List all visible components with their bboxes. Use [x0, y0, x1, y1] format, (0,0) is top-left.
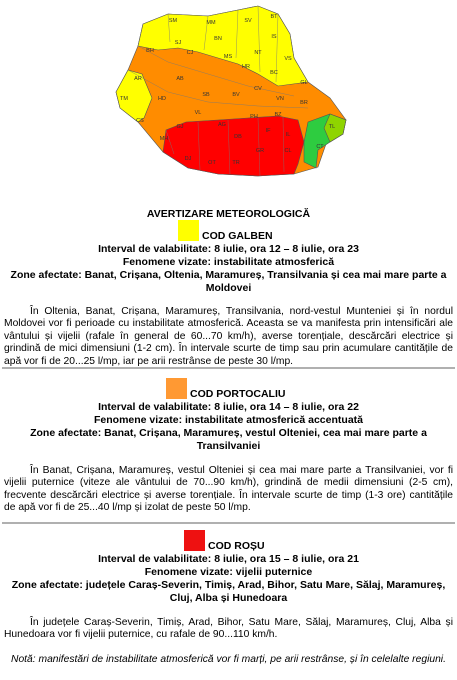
county-label-gr: GR: [255, 148, 265, 154]
county-label-il: IL: [285, 132, 291, 138]
county-label-cj: CJ: [186, 50, 194, 56]
county-label-vn: VN: [276, 96, 284, 102]
county-label-ab: AB: [176, 76, 184, 82]
warning-heading: AVERTIZARE METEOROLOGICĂ: [146, 208, 311, 220]
county-label-sm: SM: [168, 18, 178, 24]
county-label-ms: MS: [223, 54, 233, 60]
county-label-mm: MM: [206, 20, 216, 26]
county-label-if: IF: [265, 128, 271, 134]
county-label-br: BR: [300, 100, 308, 106]
red-interval: Interval de valabilitate: 8 iulie, ora 15 – 8 iulie, ora 21: [98, 553, 359, 565]
yellow-zones-line2: Moldovei: [205, 282, 252, 294]
orange-phenomena: Fenomene vizate: instabilitate atmosferică accentuată: [93, 414, 363, 426]
county-label-bn: BN: [214, 36, 222, 42]
county-label-tl: TL: [328, 124, 336, 130]
footnote: Notă: manifestări de instabilitate atmosferică vor fi marți, pe arii restrânse, și în celelalte regiuni.: [11, 654, 446, 665]
separator: [2, 367, 455, 369]
county-label-hr: HR: [242, 64, 250, 70]
yellow-description: În Oltenia, Banat, Crișana, Maramureș, Transilvania, nord-vestul Munteniei și în nordul Moldovei vor fi perioade cu instabilitate atmosferică. Aceasta se va manifesta prin intensificări ale vântului și vijelii (rafale în general de 60...70 km/h), averse torențiale, descărcări electrice și grindină de mici dimensiuni (1-2 cm). În intervale scurte de timp sau prin acumulare cantitățile de apă vor fi de 20...25 l/mp, iar pe arii restrânse de peste 30 l/mp.: [4, 306, 453, 367]
county-label-bt: BT: [270, 14, 278, 20]
county-label-gl: GL: [300, 80, 308, 86]
county-label-ag: AG: [218, 122, 226, 128]
county-label-is: IS: [271, 34, 277, 40]
county-label-vl: VL: [194, 110, 202, 116]
map-red-zone: [163, 116, 304, 176]
orange-code-swatch: [166, 378, 187, 399]
orange-code-label: COD PORTOCALIU: [190, 388, 286, 400]
county-label-ot: OT: [208, 160, 216, 166]
red-code-label: COD ROȘU: [208, 540, 265, 552]
red-zones-line2: Cluj, Alba și Hunedoara: [169, 592, 288, 604]
separator: [2, 522, 455, 524]
county-label-cl: CL: [284, 148, 292, 154]
county-label-tm: TM: [120, 96, 128, 102]
orange-interval: Interval de valabilitate: 8 iulie, ora 14 – 8 iulie, ora 22: [98, 401, 359, 413]
red-zones-line1: Zone afectate: județele Caraș-Severin, Timiș, Arad, Bihor, Satu Mare, Sălaj, Maramureș,: [11, 579, 446, 591]
county-label-cs: CS: [136, 118, 144, 124]
county-label-db: DB: [234, 134, 242, 140]
county-label-hd: HD: [158, 96, 166, 102]
county-label-cv: CV: [254, 86, 262, 92]
orange-zones-line2: Transilvaniei: [196, 440, 261, 452]
county-label-bv: BV: [232, 92, 240, 98]
yellow-phenomena: Fenomene vizate: instabilitate atmosferică: [122, 256, 335, 268]
romania-warning-map: [108, 2, 358, 180]
county-label-nt: NT: [254, 50, 262, 56]
yellow-code-label: COD GALBEN: [202, 230, 273, 242]
red-description: În județele Caraș-Severin, Timiș, Arad, Bihor, Satu Mare, Sălaj, Maramureș, Cluj, Alba și Hunedoara vor fi vijelii puternice, cu rafale de 90...110 km/h.: [4, 617, 453, 641]
county-label-ph: PH: [250, 114, 258, 120]
county-label-mh: MH: [159, 136, 169, 142]
red-code-swatch: [184, 530, 205, 551]
county-label-bh: BH: [146, 48, 154, 54]
orange-zones-line1: Zone afectate: Banat, Crișana, Maramureș, vestul Olteniei, cea mai mare parte a: [30, 427, 427, 439]
county-label-bz: BZ: [274, 112, 282, 118]
county-label-bc: BC: [270, 70, 278, 76]
county-label-gj: GJ: [176, 124, 184, 130]
county-label-vs: VS: [284, 56, 292, 62]
county-label-tr: TR: [232, 160, 240, 166]
county-label-dj: DJ: [184, 156, 192, 162]
yellow-zones-line1: Zone afectate: Banat, Crișana, Oltenia, Maramureș, Transilvania și cea mai mare parte a: [10, 269, 447, 281]
county-label-sj: SJ: [174, 40, 182, 46]
red-phenomena: Fenomene vizate: vijelii puternice: [144, 566, 313, 578]
county-label-ar: AR: [134, 76, 142, 82]
county-label-sv: SV: [244, 18, 252, 24]
county-label-ct: CT: [316, 144, 324, 150]
yellow-interval: Interval de valabilitate: 8 iulie, ora 12 – 8 iulie, ora 23: [98, 243, 359, 255]
orange-description: În Banat, Crișana, Maramureș, vestul Olteniei și cea mai mare parte a Transilvaniei, vor fi vijelii puternice (viteze ale vântului de 70...90 km/h), grindină de medii dimensiuni (2-5 cm), frecvente descărcări electrice și averse torențiale. În intervale scurte de timp (1-3 ore) cantitățile de apă vor fi de 25...40 l/mp și izolat de peste 50 l/mp.: [4, 465, 453, 514]
yellow-code-swatch: [178, 220, 199, 241]
county-label-sb: SB: [202, 92, 210, 98]
